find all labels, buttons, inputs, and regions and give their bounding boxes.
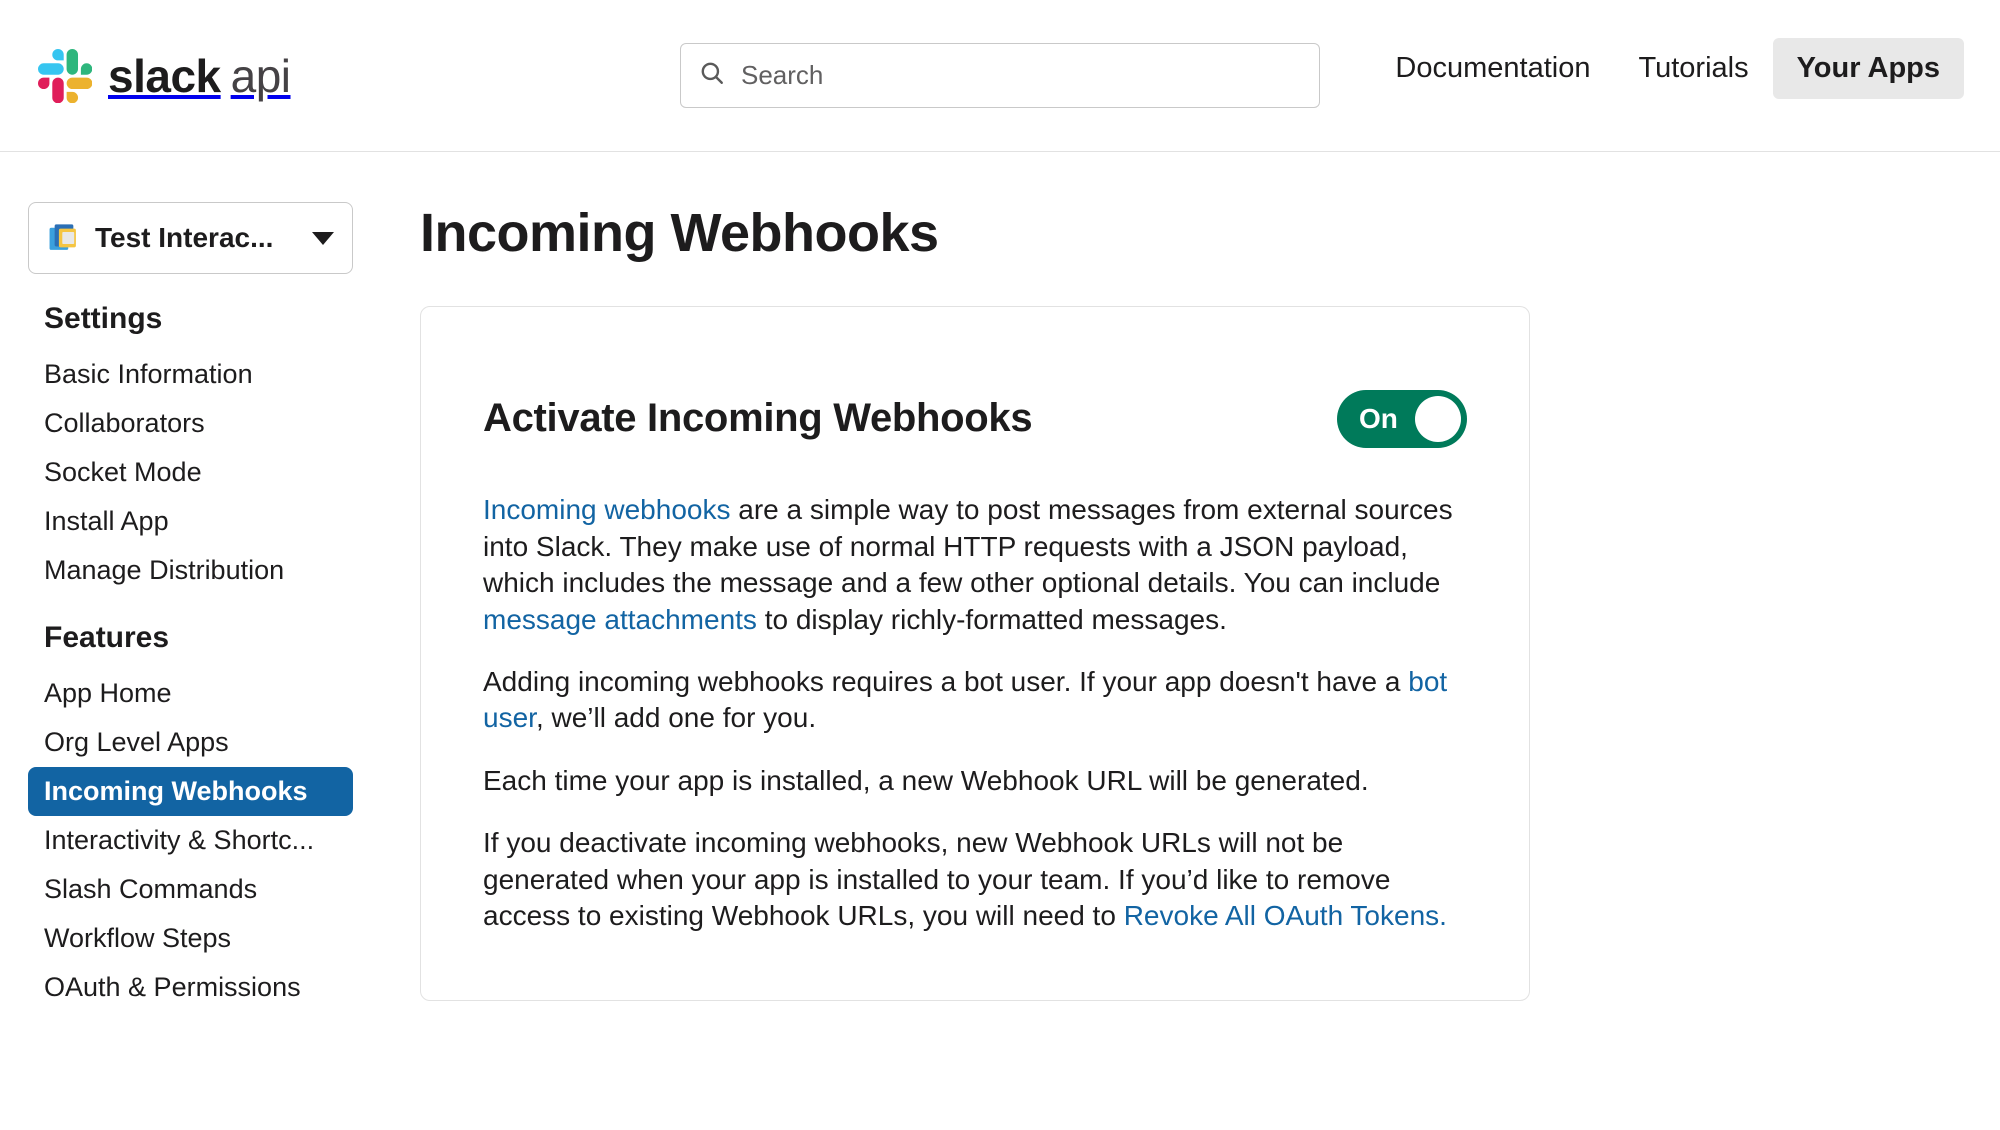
card-paragraph-3: Each time your app is installed, a new Webhook URL will be generated.	[483, 764, 1369, 796]
page-title: Incoming Webhooks	[420, 203, 939, 263]
paragraph-2-text-2: , we’ll add one for you.	[535, 702, 817, 734]
paragraph-2-text-1: Adding incoming webhooks requires a bot user. If your app doesn't have a	[483, 665, 1409, 697]
app-switcher[interactable]	[28, 202, 353, 274]
paragraph-1-text-2: to display richly-formatted messages.	[756, 603, 1227, 635]
incoming-webhooks-card	[420, 306, 1530, 1001]
sidebar-item-interactivity-shortcuts[interactable]: Interactivity & Shortc...	[44, 825, 315, 855]
brand-api: api	[230, 49, 291, 102]
card-title: Activate Incoming Webhooks	[483, 396, 1033, 441]
main-content	[420, 152, 2000, 1130]
search-icon	[699, 60, 725, 91]
search-container	[680, 43, 1320, 108]
nav-tutorials[interactable]: Tutorials	[1638, 52, 1749, 84]
link-revoke-all-oauth-tokens[interactable]: Revoke All OAuth Tokens.	[1123, 899, 1447, 931]
slack-logo-icon	[38, 49, 92, 103]
sidebar-item-oauth-permissions[interactable]: OAuth & Permissions	[44, 972, 301, 1002]
page-body	[0, 152, 2000, 1130]
app-name-label: Test Interac...	[95, 222, 274, 253]
sidebar-item-manage-distribution[interactable]: Manage Distribution	[44, 555, 285, 585]
nav-documentation[interactable]: Documentation	[1395, 52, 1591, 84]
card-header	[483, 363, 1467, 474]
toggle-label: On	[1359, 402, 1398, 434]
sidebar-item-basic-information[interactable]: Basic Information	[44, 359, 253, 389]
link-message-attachments[interactable]: message attachments	[483, 603, 757, 635]
toggle-knob	[1415, 396, 1461, 442]
sidebar	[0, 152, 420, 1130]
card-paragraph-4	[483, 825, 1467, 934]
sidebar-heading-settings: Settings	[44, 302, 163, 335]
sidebar-item-org-level-apps[interactable]: Org Level Apps	[44, 727, 229, 757]
top-bar	[0, 0, 2000, 152]
slack-api-logo[interactable]	[38, 49, 291, 103]
link-incoming-webhooks[interactable]: Incoming webhooks	[483, 494, 731, 526]
card-paragraph-1	[483, 492, 1467, 638]
brand-wordmark	[108, 49, 291, 103]
sidebar-item-app-home[interactable]: App Home	[44, 678, 172, 708]
sidebar-item-install-app[interactable]: Install App	[44, 506, 169, 536]
search-input[interactable]	[739, 59, 1301, 92]
sidebar-heading-features: Features	[44, 621, 170, 654]
brand-slack: slack	[108, 49, 221, 102]
paragraph-4-text-1: If you deactivate incoming webhooks, new Webhook URLs will not be generated when your app is installed to your team. If you’d like to remove access to existing Webhook URLs, you will need to	[483, 827, 1391, 931]
chevron-down-icon	[312, 232, 334, 245]
sidebar-item-slash-commands[interactable]: Slash Commands	[44, 874, 258, 904]
top-nav	[1371, 38, 1964, 99]
nav-your-apps[interactable]: Your Apps	[1773, 38, 1964, 99]
search-box[interactable]	[680, 43, 1320, 108]
app-avatar-icon	[47, 221, 81, 255]
sidebar-item-incoming-webhooks[interactable]: Incoming Webhooks	[28, 767, 353, 816]
paragraph-1-text-1: are a simple way to post messages from external sources into Slack. They make use of normal HTTP requests with a JSON payload, which includes the message and a few other optional details. You can include	[483, 494, 1453, 599]
sidebar-item-workflow-steps[interactable]: Workflow Steps	[44, 923, 232, 953]
sidebar-item-collaborators[interactable]: Collaborators	[44, 408, 205, 438]
activate-incoming-webhooks-toggle[interactable]	[1337, 390, 1467, 448]
sidebar-item-socket-mode[interactable]: Socket Mode	[44, 457, 202, 487]
link-bot-user[interactable]: bot user	[483, 665, 1448, 734]
card-paragraph-2	[483, 664, 1467, 737]
